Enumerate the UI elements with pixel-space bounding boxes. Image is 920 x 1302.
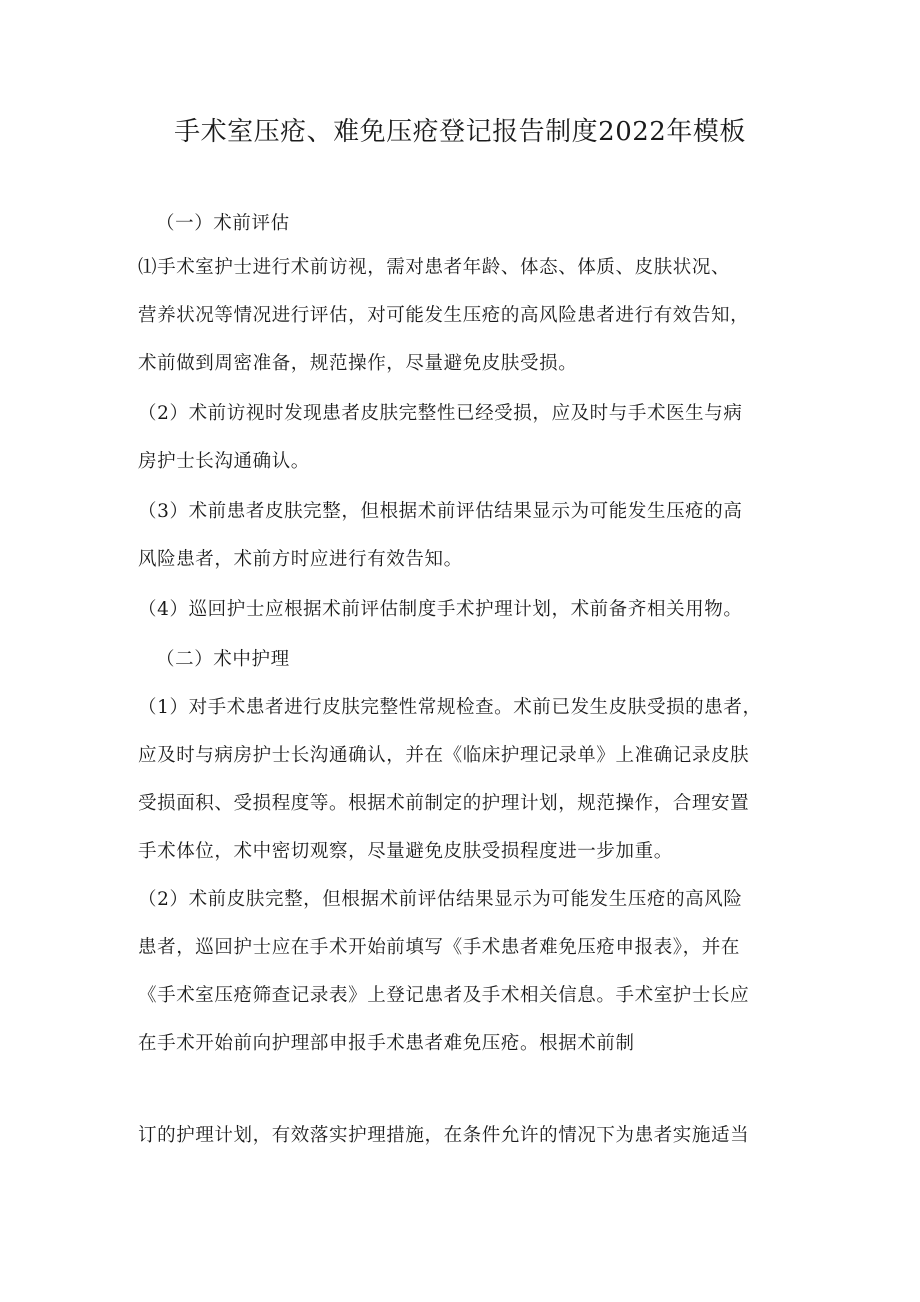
document-title: 手术室压疮、难免压疮登记报告制度2022年模板 (174, 117, 746, 147)
text-line: 应及时与病房护士长沟通确认，并在《临床护理记录单》上准确记录皮肤 (138, 745, 750, 766)
text-line: 受损面积、受损程度等。根据术前制定的护理计划，规范操作，合理安置 (138, 793, 750, 814)
text-line: 在手术开始前向护理部申报手术患者难免压疮。根据术前制 (138, 1033, 635, 1054)
text-line: ⑴手术室护士进行术前访视，需对患者年龄、体态、体质、皮肤状况、 (138, 257, 731, 278)
text-line: （2）术前访视时发现患者皮肤完整性已经受损，应及时与手术医生与病 (138, 403, 743, 424)
text-line: 营养状况等情况进行评估，对可能发生压疮的高风险患者进行有效告知， (138, 305, 750, 326)
text-line: （4）巡回护士应根据术前评估制度手术护理计划，术前备齐相关用物。 (138, 599, 743, 620)
paragraph-preop-4 (138, 586, 798, 634)
text-line: 风险患者，术前方时应进行有效告知。 (138, 549, 463, 570)
text-line: 订的护理计划，有效落实护理措施，在条件允许的情况下为患者实施适当 (138, 1125, 750, 1146)
paragraph-preop-3 (138, 488, 798, 584)
text-line: （2）术前皮肤完整，但根据术前评估结果显示为可能发生压疮的高风险 (138, 889, 743, 910)
text-line: 手术体位，术中密切观察，尽量避免皮肤受损程度进一步加重。 (138, 841, 673, 862)
paragraph-continuation (138, 1112, 798, 1160)
paragraph-intraop-2 (138, 876, 798, 1068)
text-line: （二）术中护理 (156, 649, 290, 670)
text-line: 房护士长沟通确认。 (138, 451, 310, 472)
text-line: （3）术前患者皮肤完整，但根据术前评估结果显示为可能发生压疮的高 (138, 501, 743, 522)
text-line: 患者，巡回护士应在手术开始前填写《手术患者难免压疮申报表》，并在 (138, 937, 740, 958)
text-line: （1）对手术患者进行皮肤完整性常规检查。术前已发生皮肤受损的患者， (138, 697, 762, 718)
section-heading-intraop (138, 636, 816, 684)
section-heading-preop (138, 200, 816, 248)
paragraph-preop-2 (138, 390, 798, 486)
paragraph-preop-1 (138, 244, 798, 388)
text-line: （一）术前评估 (156, 213, 290, 234)
paragraph-intraop-1 (138, 684, 798, 876)
text-line: 《手术室压疮筛查记录表》上登记患者及手术相关信息。手术室护士长应 (138, 985, 750, 1006)
text-line: 术前做到周密准备，规范操作，尽量避免皮肤受损。 (138, 353, 578, 374)
